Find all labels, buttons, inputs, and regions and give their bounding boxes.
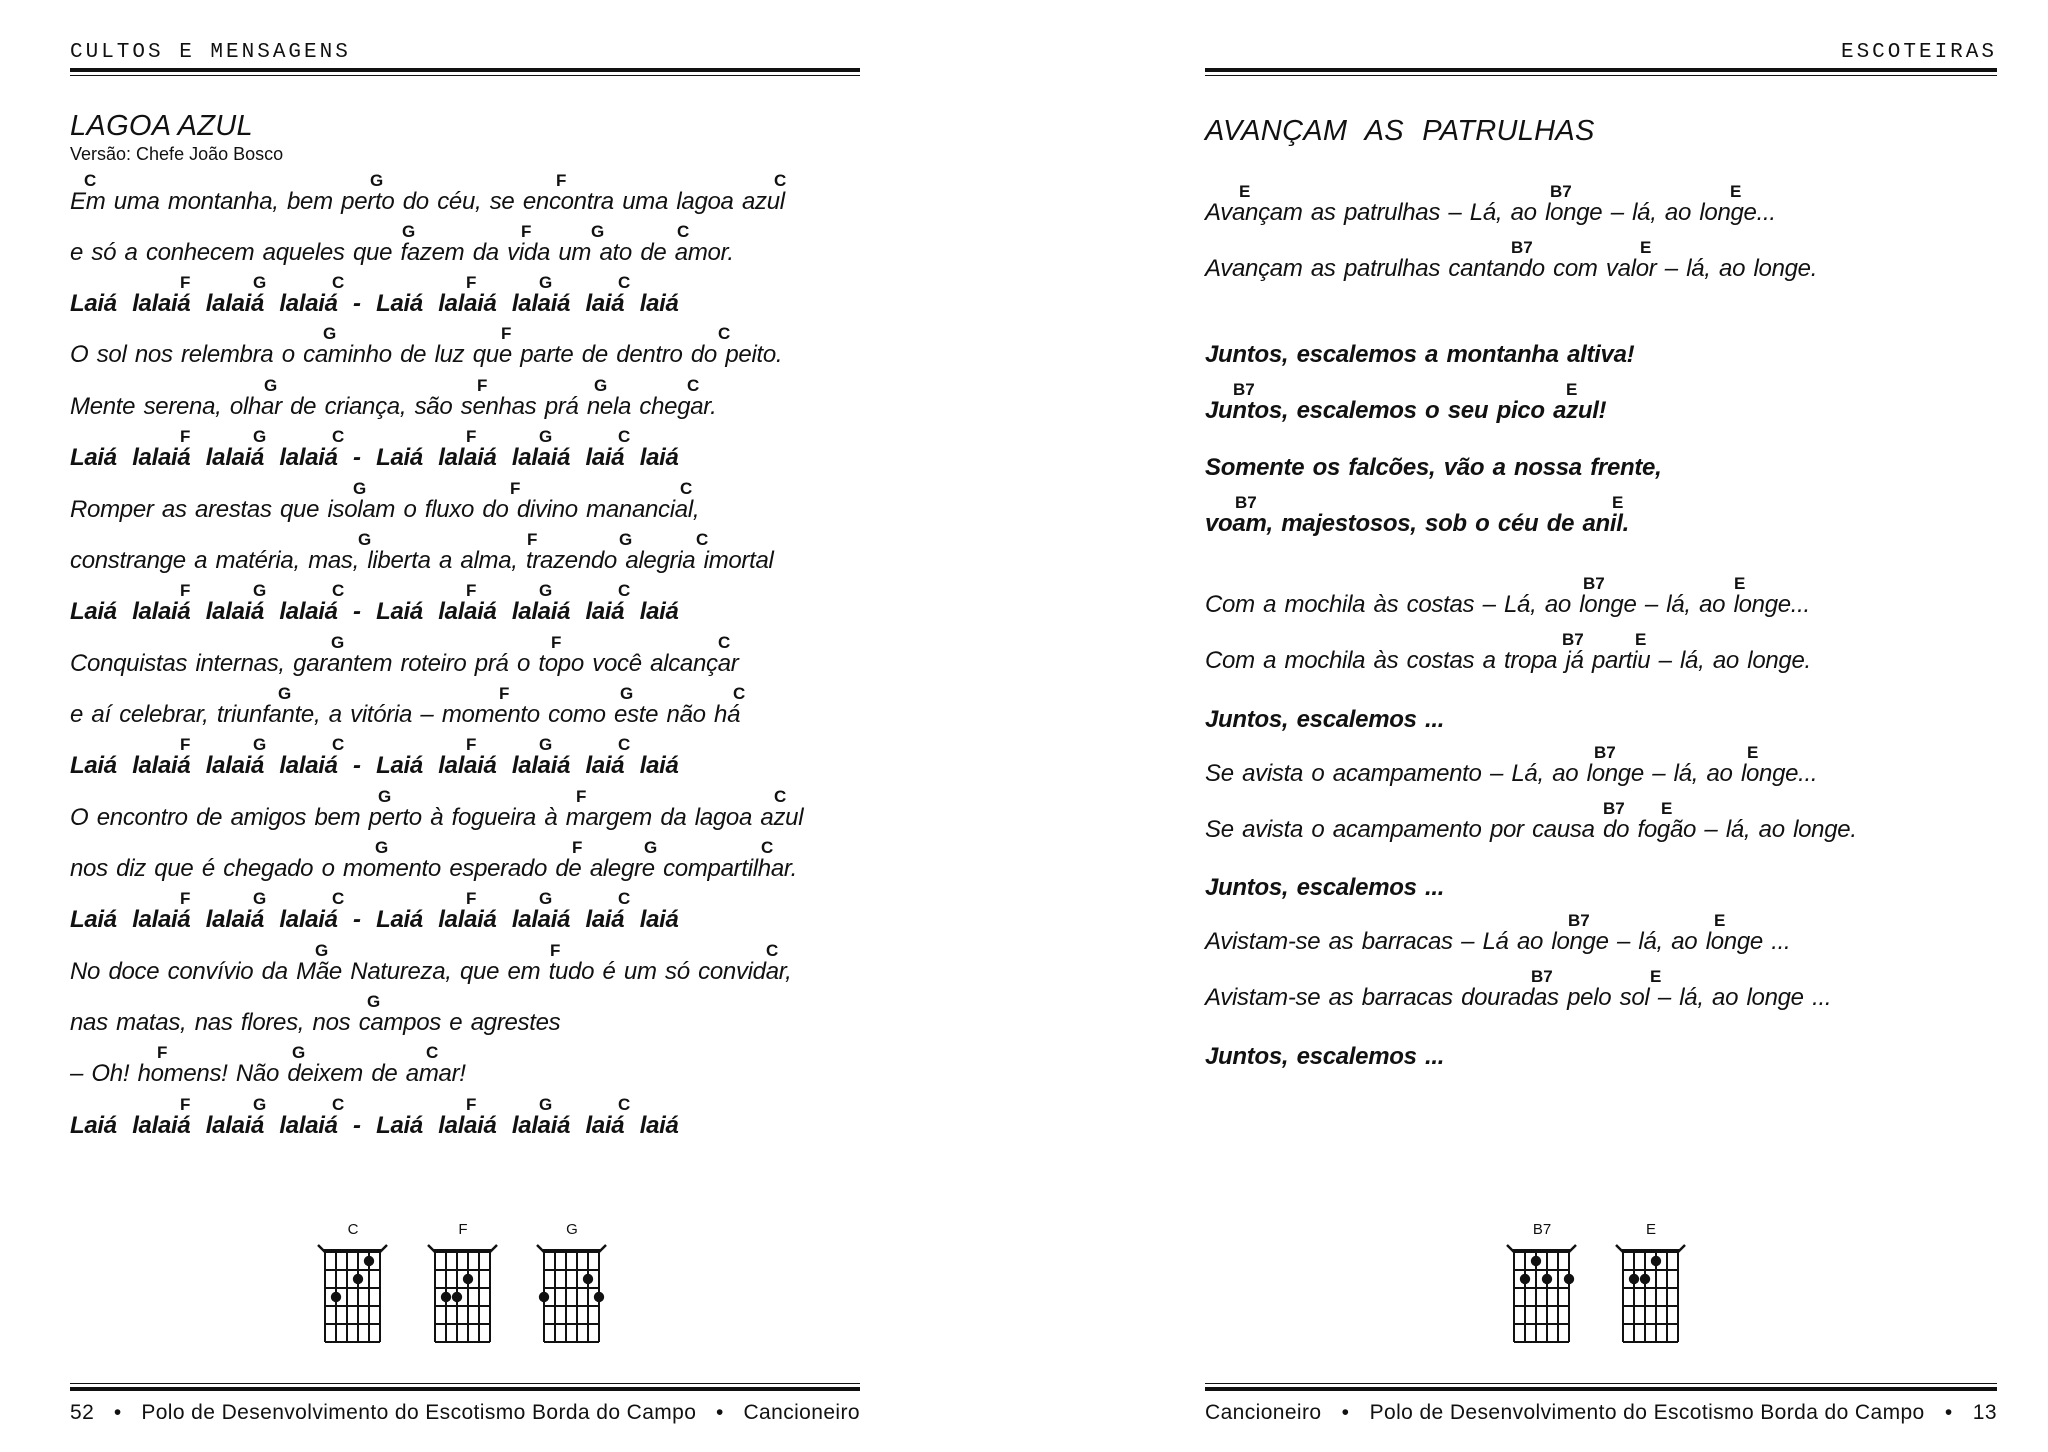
footer-rule-thin [1205, 1383, 1997, 1384]
lyric-line: e aí celebrar, triunfante, a vitória – momento como este não há [70, 701, 741, 728]
footer-rule [1205, 1387, 1997, 1391]
chord-symbol: F [180, 889, 191, 908]
chord-symbol: C [774, 787, 787, 806]
lyric-line: No doce convívio da Mãe Natureza, que em tudo é um só convidar, [70, 958, 792, 985]
finger-dot [1640, 1274, 1650, 1284]
chorus-line: Laiá lalaiá lalaiá lalaiá - Laiá lalaiá lalaiá laiá laiá [70, 598, 679, 625]
chord-symbol: G [253, 735, 267, 754]
chord-symbol: B7 [1562, 630, 1584, 649]
nut-flare [380, 1245, 387, 1252]
chord-diagram [536, 1222, 608, 1354]
page-footer [70, 1402, 860, 1423]
chord-symbol: C [687, 376, 700, 395]
footer-book-title: Cancioneiro [1205, 1401, 1322, 1424]
chorus-line: Somente os falcões, vão a nossa frente, [1205, 454, 1662, 481]
chorus-line: voam, majestosos, sob o céu de anil. [1205, 510, 1630, 537]
chord-symbol: C [618, 427, 631, 446]
footer-organization: Polo de Desenvolvimento do Escotismo Borda do Campo [141, 1401, 697, 1424]
footer-organization: Polo de Desenvolvimento do Escotismo Borda do Campo [1369, 1401, 1925, 1424]
chorus-line: Laiá lalaiá lalaiá lalaiá - Laiá lalaiá lalaiá laiá laiá [70, 752, 679, 779]
finger-dot [1542, 1274, 1552, 1284]
page-number: 13 [1972, 1401, 1997, 1424]
footer-separator: • [1341, 1401, 1350, 1424]
chorus-line: Juntos, escalemos ... [1205, 874, 1445, 901]
chord-symbol: C [761, 838, 774, 857]
chord-symbol: C [718, 324, 731, 343]
chord-symbol: E [1650, 967, 1662, 986]
footer-rule [70, 1387, 860, 1391]
finger-dot [1629, 1274, 1639, 1284]
lyric-line: Avançam as patrulhas – Lá, ao longe – lá, ao longe... [1205, 199, 1776, 226]
chord-symbol: G [358, 530, 372, 549]
chord-symbol: C [774, 171, 787, 190]
chord-grid [317, 1240, 389, 1352]
chord-grid [1506, 1240, 1578, 1352]
nut [543, 1249, 600, 1253]
header-rule-thin [1205, 75, 1997, 76]
running-head: ESCOTEIRAS [1840, 41, 1997, 64]
chord-diagram-name: C [347, 1221, 359, 1238]
footer-separator: • [1944, 1401, 1953, 1424]
footer-separator: • [113, 1401, 122, 1424]
footer-separator: • [716, 1401, 724, 1424]
chord-symbol: G [292, 1043, 306, 1062]
chord-symbol: E [1635, 630, 1647, 649]
chord-diagram-name: B7 [1532, 1221, 1552, 1238]
lyric-line: Em uma montanha, bem perto do céu, se encontra uma lagoa azul [70, 188, 785, 215]
chord-symbol: G [353, 479, 367, 498]
song-version: Versão: Chefe João Bosco [70, 144, 284, 164]
chorus-line: Laiá lalaiá lalaiá lalaiá - Laiá lalaiá lalaiá laiá laiá [70, 1112, 679, 1139]
footer-rule-thin [70, 1383, 860, 1384]
chord-symbol: C [332, 735, 345, 754]
chord-diagram-name: E [1645, 1221, 1656, 1238]
chord-symbol: E [1734, 574, 1746, 593]
chord-symbol: F [180, 1095, 191, 1114]
chord-symbol: G [591, 222, 605, 241]
chord-symbol: G [253, 427, 267, 446]
finger-dot [1531, 1256, 1541, 1266]
chord-symbol: C [766, 941, 779, 960]
lyric-line: Conquistas internas, garantem roteiro prá o topo você alcançar [70, 650, 739, 677]
footer-book-title: Cancioneiro [743, 1401, 860, 1424]
nut [1622, 1249, 1679, 1253]
chord-symbol: B7 [1583, 574, 1605, 593]
nut-flare [318, 1245, 325, 1252]
page-number: 52 [70, 1401, 95, 1424]
chord-symbol: F [180, 735, 191, 754]
chord-symbol: E [1714, 911, 1726, 930]
chord-symbol: G [370, 171, 384, 190]
finger-dot [1520, 1274, 1530, 1284]
chord-symbol: E [1612, 493, 1624, 512]
chord-symbol: C [677, 222, 690, 241]
chord-symbol: C [332, 1095, 345, 1114]
chord-symbol: G [253, 273, 267, 292]
chord-symbol: G [594, 376, 608, 395]
finger-dot [594, 1292, 604, 1302]
chord-symbol: E [1661, 799, 1673, 818]
chord-symbol: B7 [1550, 182, 1572, 201]
chord-symbol: C [718, 633, 731, 652]
lyric-line: – Oh! homens! Não deixem de amar! [70, 1060, 466, 1087]
chord-diagram-name: F [458, 1221, 468, 1238]
nut [324, 1249, 381, 1253]
chord-symbol: F [157, 1043, 168, 1062]
chord-symbol: B7 [1531, 967, 1553, 986]
lyric-line: O encontro de amigos bem perto à fogueira à margem da lagoa azul [70, 804, 804, 831]
chord-symbol: G [539, 427, 553, 446]
chord-symbol: F [550, 941, 561, 960]
chord-symbol: B7 [1235, 493, 1257, 512]
finger-dot [463, 1274, 473, 1284]
chord-symbol: F [466, 581, 477, 600]
nut-flare [1569, 1245, 1576, 1252]
chord-symbol: C [332, 427, 345, 446]
lyric-line: Romper as arestas que isolam o fluxo do divino manancial, [70, 496, 700, 523]
chord-symbol: C [680, 479, 693, 498]
finger-dot [539, 1292, 549, 1302]
finger-dot [331, 1292, 341, 1302]
nut-flare [537, 1245, 544, 1252]
lyric-line: nas matas, nas flores, nos campos e agrestes [70, 1009, 561, 1036]
chord-symbol: F [510, 479, 521, 498]
page-footer [1205, 1402, 1997, 1423]
chord-symbol: G [539, 1095, 553, 1114]
chord-symbol: C [618, 735, 631, 754]
chord-grid [1615, 1240, 1687, 1352]
chord-symbol: F [180, 273, 191, 292]
chord-diagram [317, 1222, 389, 1354]
chord-symbol: F [499, 684, 510, 703]
chord-grid [427, 1240, 499, 1352]
finger-dot [1564, 1274, 1574, 1284]
chord-symbol: G [402, 222, 416, 241]
header-rule [70, 68, 860, 72]
chord-symbol: F [466, 735, 477, 754]
chord-symbol: G [315, 941, 329, 960]
chord-symbol: C [733, 684, 746, 703]
chord-symbol: G [278, 684, 292, 703]
chord-symbol: C [426, 1043, 439, 1062]
lyric-line: Se avista o acampamento por causa do fogão – lá, ao longe. [1205, 816, 1857, 843]
chord-symbol: F [551, 633, 562, 652]
chord-symbol: E [1747, 743, 1759, 762]
running-head: CULTOS E MENSAGENS [70, 41, 351, 64]
lyric-line: constrange a matéria, mas, liberta a alma, trazendo alegria imortal [70, 547, 774, 574]
nut-flare [490, 1245, 497, 1252]
nut-flare [599, 1245, 606, 1252]
chord-symbol: B7 [1511, 238, 1533, 257]
chord-symbol: G [253, 889, 267, 908]
chorus-line: Juntos, escalemos a montanha altiva! [1205, 341, 1635, 368]
chord-symbol: E [1730, 182, 1742, 201]
song-title: LAGOA AZUL [70, 110, 253, 142]
chord-symbol: F [501, 324, 512, 343]
chorus-line: Juntos, escalemos ... [1205, 1043, 1445, 1070]
finger-dot [441, 1292, 451, 1302]
chord-symbol: G [619, 530, 633, 549]
chord-symbol: G [539, 581, 553, 600]
lyric-line: e só a conhecem aqueles que fazem da vida um ato de amor. [70, 239, 734, 266]
chord-symbol: F [466, 427, 477, 446]
chord-symbol: C [696, 530, 709, 549]
chord-symbol: B7 [1603, 799, 1625, 818]
chord-symbol: C [618, 273, 631, 292]
chord-symbol: F [466, 1095, 477, 1114]
chord-symbol: G [620, 684, 634, 703]
chord-symbol: C [84, 171, 97, 190]
chorus-line: Laiá lalaiá lalaiá lalaiá - Laiá lalaiá lalaiá laiá laiá [70, 444, 679, 471]
lyric-line: O sol nos relembra o caminho de luz que parte de dentro do peito. [70, 341, 783, 368]
lyric-line: Avançam as patrulhas cantando com valor – lá, ao longe. [1205, 255, 1818, 282]
nut [434, 1249, 491, 1253]
finger-dot [364, 1256, 374, 1266]
chord-symbol: F [572, 838, 583, 857]
chord-symbol: F [477, 376, 488, 395]
chord-diagram [427, 1222, 499, 1354]
lyric-line: Com a mochila às costas – Lá, ao longe – lá, ao longe... [1205, 591, 1810, 618]
chord-diagram [1506, 1222, 1578, 1354]
chord-symbol: F [527, 530, 538, 549]
chord-symbol: F [466, 889, 477, 908]
chord-symbol: G [331, 633, 345, 652]
chord-symbol: C [332, 581, 345, 600]
nut-flare [428, 1245, 435, 1252]
header-rule [1205, 68, 1997, 72]
lyric-line: Avistam-se as barracas douradas pelo sol – lá, ao longe ... [1205, 984, 1832, 1011]
chord-symbol: C [332, 889, 345, 908]
header-rule-thin [70, 75, 860, 76]
chord-symbol: E [1239, 182, 1251, 201]
chord-symbol: F [556, 171, 567, 190]
finger-dot [583, 1274, 593, 1284]
right-page [1205, 0, 1997, 1452]
chord-symbol: G [323, 324, 337, 343]
chord-symbol: G [378, 787, 392, 806]
chord-symbol: B7 [1233, 380, 1255, 399]
lyric-line: nos diz que é chegado o momento esperado de alegre compartilhar. [70, 855, 798, 882]
lyric-line: Mente serena, olhar de criança, são senhas prá nela chegar. [70, 393, 717, 420]
chorus-line: Laiá lalaiá lalaiá lalaiá - Laiá lalaiá lalaiá laiá laiá [70, 290, 679, 317]
chord-symbol: G [539, 889, 553, 908]
chord-symbol: G [367, 992, 381, 1011]
finger-dot [1651, 1256, 1661, 1266]
chord-symbol: G [253, 1095, 267, 1114]
chord-symbol: G [253, 581, 267, 600]
chord-diagram [1615, 1222, 1687, 1354]
chord-symbol: C [618, 1095, 631, 1114]
chord-symbol: F [466, 273, 477, 292]
finger-dot [452, 1292, 462, 1302]
chord-symbol: G [644, 838, 658, 857]
chorus-line: Juntos, escalemos ... [1205, 706, 1445, 733]
finger-dot [353, 1274, 363, 1284]
chord-symbol: G [539, 735, 553, 754]
nut-flare [1616, 1245, 1623, 1252]
lyric-line: Se avista o acampamento – Lá, ao longe – lá, ao longe... [1205, 760, 1818, 787]
chord-symbol: F [521, 222, 532, 241]
left-page [70, 0, 860, 1452]
chord-symbol: G [375, 838, 389, 857]
chord-symbol: G [539, 273, 553, 292]
chord-diagram-name: G [566, 1221, 578, 1238]
nut [1513, 1249, 1570, 1253]
lyric-line: Com a mochila às costas a tropa já partiu – lá, ao longe. [1205, 647, 1811, 674]
chord-symbol: B7 [1594, 743, 1616, 762]
chord-symbol: F [180, 427, 191, 446]
chord-symbol: F [576, 787, 587, 806]
chorus-line: Laiá lalaiá lalaiá lalaiá - Laiá lalaiá lalaiá laiá laiá [70, 906, 679, 933]
chord-symbol: C [332, 273, 345, 292]
chord-symbol: F [180, 581, 191, 600]
chord-symbol: C [618, 889, 631, 908]
chord-symbol: E [1640, 238, 1652, 257]
chord-symbol: C [618, 581, 631, 600]
nut-flare [1678, 1245, 1685, 1252]
chorus-line: Juntos, escalemos o seu pico azul! [1205, 397, 1607, 424]
chord-symbol: E [1566, 380, 1578, 399]
nut-flare [1507, 1245, 1514, 1252]
chord-symbol: B7 [1568, 911, 1590, 930]
song-title: AVANÇAM AS PATRULHAS [1205, 115, 1595, 147]
chord-grid [536, 1240, 608, 1352]
lyric-line: Avistam-se as barracas – Lá ao longe – lá, ao longe ... [1205, 928, 1791, 955]
chord-symbol: G [264, 376, 278, 395]
